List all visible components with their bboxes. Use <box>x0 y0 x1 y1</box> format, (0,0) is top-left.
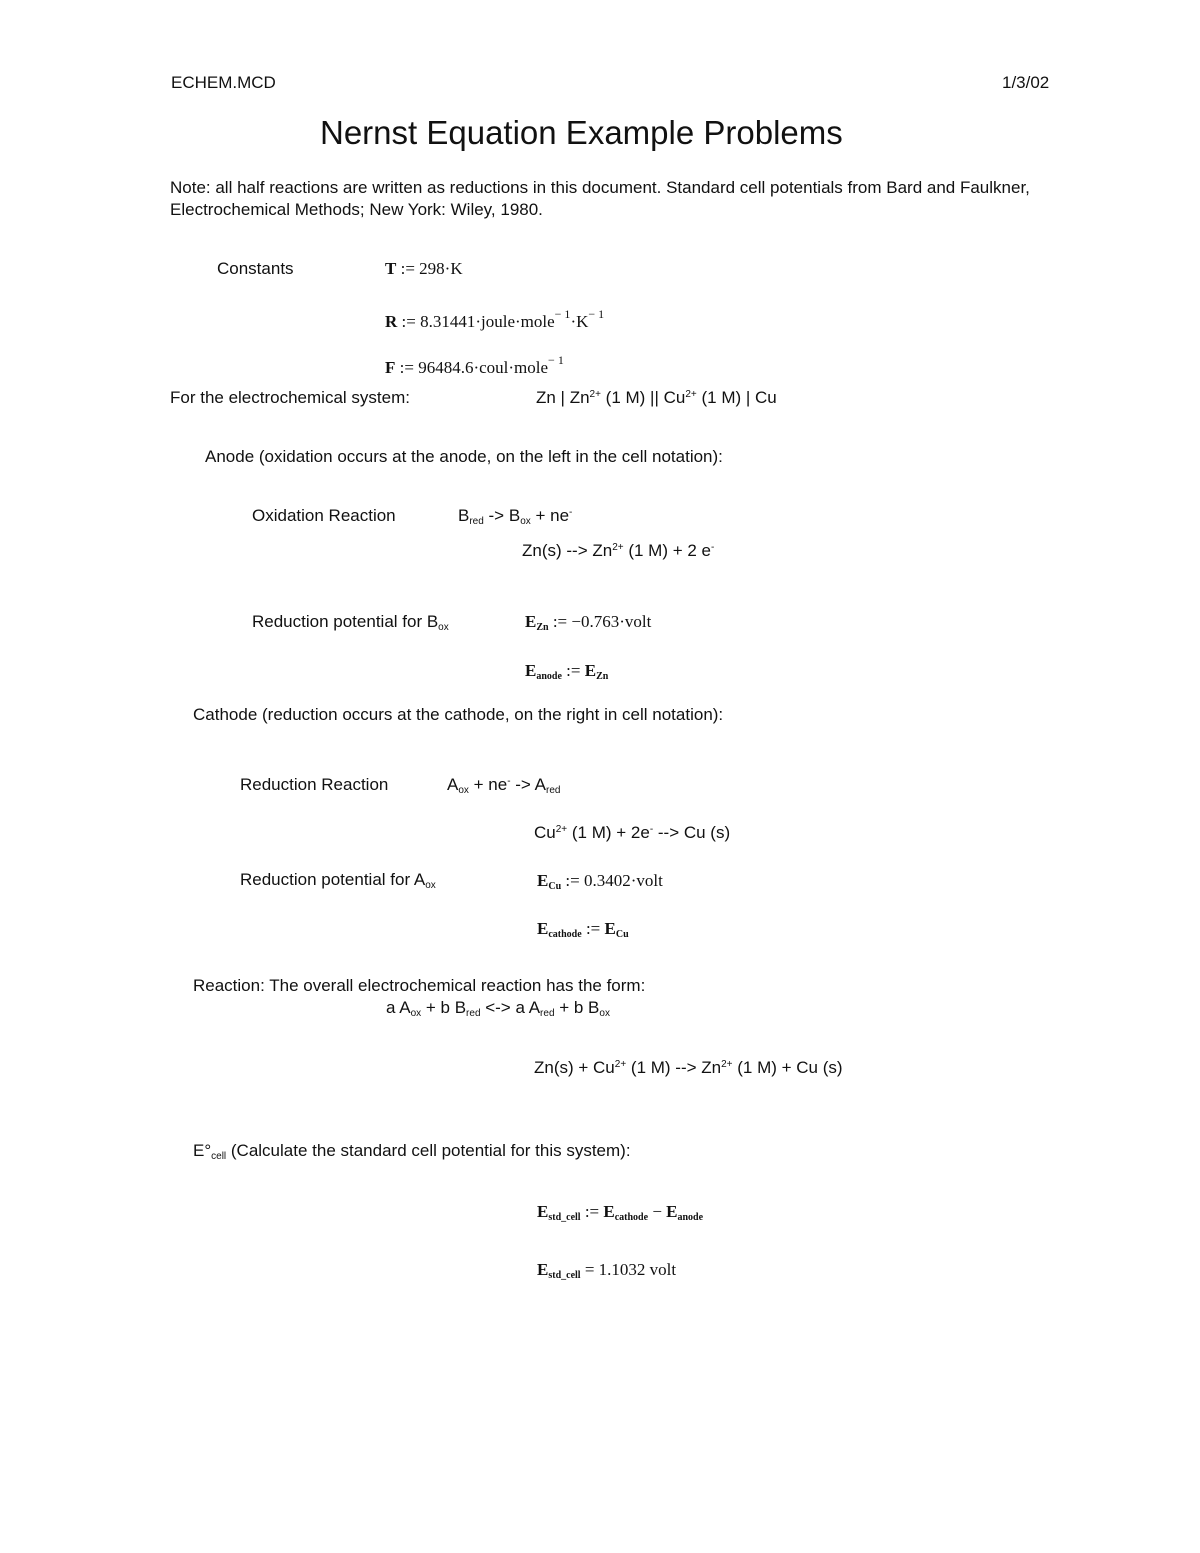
var-E: E <box>604 919 616 938</box>
E-anode-definition <box>525 661 608 682</box>
subscript: anode <box>677 1212 704 1223</box>
arrow: -> <box>510 775 535 794</box>
charge: 2+ <box>721 1059 733 1070</box>
subscript: ox <box>458 785 469 796</box>
term: + b B <box>554 998 600 1017</box>
species: Cu <box>534 823 556 842</box>
electrons: + ne <box>468 775 508 794</box>
constant-R-unit: ·K <box>570 312 589 331</box>
anode-heading: Anode (oxidation occurs at the anode, on the left in the cell notation): <box>205 447 723 466</box>
cell-notation <box>536 388 777 408</box>
charge: - <box>711 542 715 553</box>
assign-op: := <box>581 919 605 938</box>
var-E: E <box>537 1202 549 1221</box>
species: B <box>458 506 470 525</box>
charge: - <box>649 824 654 835</box>
E-std-cell-value: = 1.1032 volt <box>580 1260 677 1279</box>
constant-T-value: 298·K <box>419 259 463 278</box>
constant-F-value: 96484.6·coul·mole <box>418 358 549 377</box>
E-standard-symbol: E° <box>193 1141 212 1160</box>
oxidation-specific-reaction <box>522 541 714 561</box>
constant-F <box>385 353 564 378</box>
subscript: red <box>469 516 484 527</box>
anode-potential-label <box>252 612 449 633</box>
term: + b B <box>421 998 467 1017</box>
reduction-reaction-label: Reduction Reaction <box>240 775 389 794</box>
subscript: std_cell <box>548 1212 581 1223</box>
exponent: − 1 <box>588 307 605 321</box>
constant-R <box>385 307 604 332</box>
var-E: E <box>666 1202 678 1221</box>
reaction-heading: Reaction: The overall electrochemical reaction has the form: <box>193 976 646 995</box>
assign-op: := <box>580 1202 604 1221</box>
cell-notation-part: (1 M) || Cu <box>600 388 686 407</box>
term: <-> a A <box>480 998 541 1017</box>
reduction-specific-reaction <box>534 823 730 843</box>
subscript: red <box>546 785 561 796</box>
note-paragraph: Note: all half reactions are written as reductions in this document. Standard cell potentials from Bard and Faulkner, Electrochemical Methods; New York: Wiley, 1980. <box>170 178 1030 219</box>
charge: - <box>507 776 511 787</box>
charge: 2+ <box>555 824 568 835</box>
term: (1 M) --> Zn <box>626 1058 722 1077</box>
var-E: E <box>537 871 549 890</box>
subscript: ox <box>410 1008 422 1019</box>
header-date: 1/3/02 <box>1002 73 1050 92</box>
var-E: E <box>537 1260 549 1279</box>
subscript: cathode <box>614 1212 649 1223</box>
cathode-potential-label <box>240 870 436 891</box>
cell-notation-part: Zn | Zn <box>536 388 590 407</box>
subscript: cell <box>211 1151 227 1162</box>
oxidation-reaction-label: Oxidation Reaction <box>252 506 396 525</box>
constant-T <box>385 259 463 279</box>
subscript: ox <box>425 880 436 891</box>
electrons: (1 M) + 2e <box>567 823 650 842</box>
electrons: (1 M) + 2 e <box>623 541 711 560</box>
ecell-heading-text: (Calculate the standard cell potential for this system): <box>226 1141 631 1160</box>
term: Zn(s) + Cu <box>534 1058 615 1077</box>
cathode-heading: Cathode (reduction occurs at the cathode, on the right in cell notation): <box>193 705 724 724</box>
E-std-cell-result <box>537 1260 676 1281</box>
term: (1 M) + Cu (s) <box>732 1058 843 1077</box>
species: A <box>447 775 459 794</box>
constant-R-value: 8.31441·joule·mole <box>420 312 555 331</box>
cell-notation-part: (1 M) | Cu <box>696 388 777 407</box>
E-Zn-definition <box>525 612 651 633</box>
subscript: Zn <box>596 671 609 682</box>
charge: 2+ <box>612 542 624 553</box>
subscript: ox <box>520 516 531 527</box>
E-std-cell-definition <box>537 1202 703 1223</box>
var-E: E <box>525 612 537 631</box>
label-text: Reduction potential for A <box>240 870 426 889</box>
var-R: R <box>385 312 398 331</box>
subscript: red <box>540 1008 555 1019</box>
electrons: + ne <box>530 506 570 525</box>
ecell-heading <box>193 1141 631 1162</box>
var-F: F <box>385 358 396 377</box>
overall-general-reaction <box>386 998 610 1019</box>
minus-op: − <box>648 1202 667 1221</box>
var-T: T <box>385 259 397 278</box>
var-E: E <box>584 661 597 680</box>
E-Cu-definition <box>537 871 663 892</box>
system-label: For the electrochemical system: <box>170 388 410 407</box>
charge: 2+ <box>589 389 601 400</box>
subscript: Zn <box>536 622 549 633</box>
assign-op: := <box>397 312 421 331</box>
E-Zn-value: := −0.763·volt <box>548 612 652 631</box>
subscript: red <box>466 1008 481 1019</box>
reduction-general-reaction <box>447 775 560 796</box>
var-E: E <box>603 1202 615 1221</box>
constants-label: Constants <box>217 259 294 278</box>
assign-op: := <box>561 661 585 680</box>
charge: 2+ <box>614 1059 627 1070</box>
assign-op: := <box>395 358 419 377</box>
subscript: cathode <box>548 929 582 940</box>
var-E: E <box>525 661 537 680</box>
subscript: anode <box>536 671 562 682</box>
charge: 2+ <box>685 389 697 400</box>
E-Cu-value: := 0.3402·volt <box>561 871 663 890</box>
charge: - <box>569 507 573 518</box>
subscript: ox <box>599 1008 610 1019</box>
E-cathode-definition <box>537 919 629 940</box>
oxidation-general-reaction <box>458 506 572 527</box>
assign-op: := <box>396 259 420 278</box>
exponent: − 1 <box>554 307 571 321</box>
arrow: -> <box>483 506 509 525</box>
var-E: E <box>537 919 549 938</box>
subscript: ox <box>438 622 449 633</box>
species: A <box>534 775 546 794</box>
subscript: Cu <box>615 929 629 940</box>
term: a A <box>386 998 411 1017</box>
page-title: Nernst Equation Example Problems <box>320 114 843 151</box>
subscript: Cu <box>548 881 562 892</box>
species: Zn(s) --> Zn <box>522 541 613 560</box>
label-text: Reduction potential for B <box>252 612 439 631</box>
product: --> Cu (s) <box>653 823 731 842</box>
subscript: std_cell <box>548 1270 581 1281</box>
species: B <box>508 506 521 525</box>
overall-specific-reaction <box>534 1058 843 1078</box>
exponent: − 1 <box>548 353 564 367</box>
header-filename: ECHEM.MCD <box>171 73 276 92</box>
